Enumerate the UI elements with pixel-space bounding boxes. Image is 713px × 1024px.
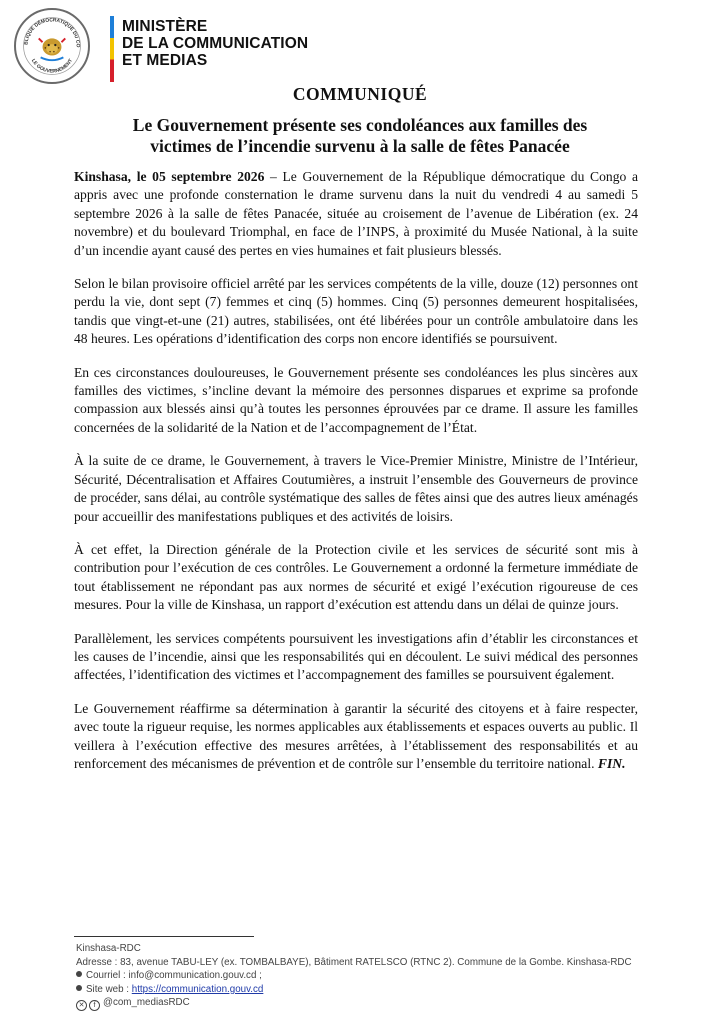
footer-email-row xyxy=(76,969,676,983)
footer-city: Kinshasa-RDC xyxy=(76,943,141,954)
ministry-line-2: DE LA COMMUNICATION xyxy=(122,35,309,52)
paragraph-1 xyxy=(74,168,638,260)
paragraph-7-text: Le Gouvernement réaffirme sa détermination à garantir la sécurité des citoyens et à faire respecter, avec toute la rigueur requise, les normes applicables aux établissements et espaces ouverts au public. Il veillera à l’exécution effective des mesures arrêtées, à l’établissement des responsabilités et au renforcement des mécanismes de prévention et de contrôle sur l’ensemble du territoire national. xyxy=(74,700,638,771)
svg-text:RÉPUBLIQUE DÉMOCRATIQUE DU CON: BLIQUE DÉMOCRATIQUE DU CO xyxy=(24,18,80,48)
title-block xyxy=(60,84,660,157)
facebook-icon[interactable]: f xyxy=(89,1000,100,1011)
communique-body xyxy=(74,168,638,788)
ministry-line-3: ET MEDIAS xyxy=(122,52,208,69)
x-twitter-icon[interactable]: ✕ xyxy=(76,1000,87,1011)
footer-website-link[interactable]: https://communication.gouv.cd xyxy=(131,983,264,995)
fin-marker: FIN. xyxy=(597,755,626,771)
website-bullet-icon xyxy=(76,985,82,991)
ministry-name xyxy=(122,18,308,69)
flag-color-bar xyxy=(110,16,114,82)
paragraph-5: À cet effet, la Direction générale de la Protection civile et les services de sécurité sont mis à contribution pour l’exécution de ces contrôles. Le Gouvernement a ordonné la fermeture immédiate de tout établissement ne répondant pas aux normes de sécurité et exigé l’exécution rigoureuse de ces mesures. Pour la ville de Kinshasa, un rapport d’exécution est attendu dans un délai de quinze jours. xyxy=(74,541,638,613)
government-seal-icon xyxy=(14,8,90,84)
place-date: Kinshasa, le 05 septembre 2026 xyxy=(74,169,265,184)
footer-website-label: Site web : xyxy=(86,983,132,995)
footer-social-handle: @com_mediasRDC xyxy=(103,997,190,1009)
paragraph-4: À la suite de ce drame, le Gouvernement, à travers le Vice-Premier Ministre, Ministre de l’Intérieur, Sécurité, Décentralisation et Affaires Coutumières, a instruit l’ensemble des Gouverneurs de province de procéder, sans délai, au contrôle systématique des salles de fêtes ainsi que des autres lieux aménagés pour accueillir des manifestations publiques et des activités de loisirs. xyxy=(74,453,638,524)
headline-line-1: Le Gouvernement présente ses condoléances aux familles des xyxy=(132,115,588,135)
footer-email: Courriel : info@communication.gouv.cd ; xyxy=(86,970,262,982)
headline xyxy=(60,115,660,157)
email-bullet-icon xyxy=(76,971,82,977)
footer xyxy=(76,942,676,1011)
paragraph-3: En ces circonstances douloureuses, le Gouvernement présente ses condoléances les plus sincères aux familles des victimes, s’incline devant la mémoire des personnes disparues et exprime sa profonde compassion aux blessés ainsi qu’à toutes les personnes éprouvées par ce drame. Il assure les familles concernées de la solidarité de la Nation et de l’accompagnement de l’État. xyxy=(74,364,638,435)
paragraph-7 xyxy=(74,700,638,774)
paragraph-1-text: – Le Gouvernement de la République démocratique du Congo a appris avec une profonde consternation le drame survenu dans la nuit du vendredi 4 au samedi 5 septembre 2026 à la salle de fêtes Panacée, située au croisement de l’avenue de Libération (ex. 24 novembre) et du boulevard Triomphal, en face de l’INPS, à proximité du Musée National, à la suite d’un incendie ayant causé des pertes en vies humaines et fait plusieurs blessés. xyxy=(74,169,638,258)
paragraph-2: Selon le bilan provisoire officiel arrêté par les services compétents de la ville, douze (12) personnes ont perdu la vie, dont sept (7) femmes et cinq (5) hommes. Cinq (5) personnes demeurent hospitalisées, tandis que vingt-et-une (21) autres, stabilisées, ont été libérées pour un contrôle ambulatoire dans les 48 heures. Les opérations d’identification des corps non encore identifiés se poursuivent. xyxy=(74,276,638,347)
headline-line-2: victimes de l’incendie survenu à la salle de fêtes Panacée xyxy=(150,136,570,156)
footer-divider xyxy=(74,936,254,937)
footer-social-row xyxy=(76,996,676,1011)
paragraph-6: Parallèlement, les services compétents poursuivent les investigations afin d’établir les circonstances et les causes de l’incendie, ainsi que les responsabilités qui en découlent. Le suivi médical des personnes affectées, l’identification des victimes et l’accompagnement des familles se poursuivent également. xyxy=(74,630,638,683)
letterhead xyxy=(14,8,704,88)
footer-website-row xyxy=(76,983,676,997)
document-type-label: COMMUNIQUÉ xyxy=(292,84,428,104)
footer-address: Adresse : 83, avenue TABU-LEY (ex. TOMBALBAYE), Bâtiment RATELSCO (RTNC 2). Commune de la Gombe. Kinshasa-RDC xyxy=(76,956,632,968)
svg-text:LE GOUVERNEMENT: LE GOUVERNEMENT xyxy=(29,58,75,75)
ministry-line-1: MINISTÈRE xyxy=(122,18,208,35)
social-icons xyxy=(76,1000,100,1011)
